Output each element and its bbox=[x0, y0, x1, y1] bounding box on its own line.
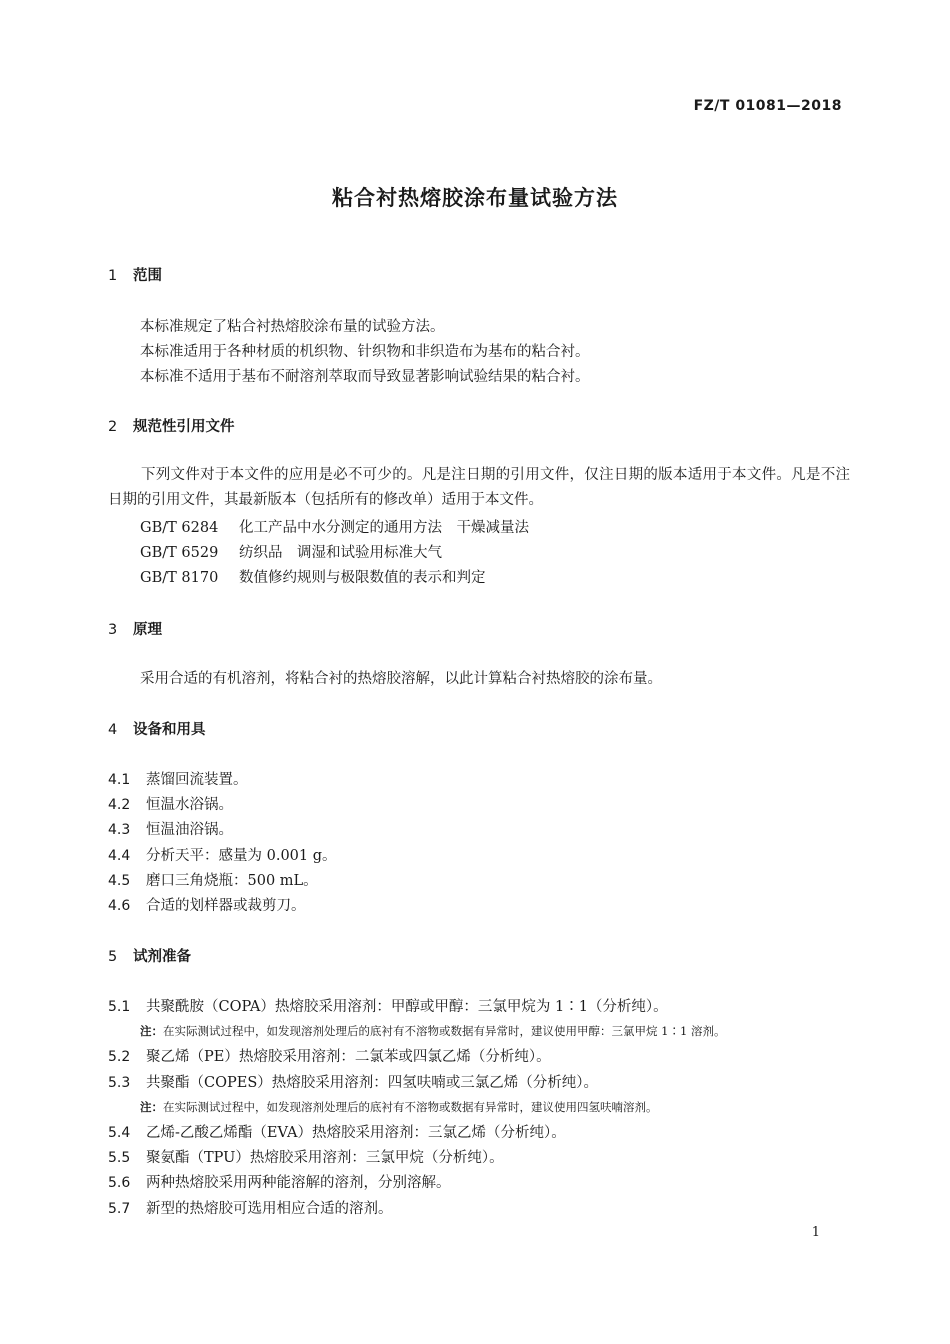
list-item bbox=[108, 869, 318, 890]
paragraph-intro: 下列文件对于本文件的应用是必不可少的。凡是注日期的引用文件，仅注日期的版本适用于本文件。凡是不注日期的引用文件，其最新版本（包括所有的修改单）适用于本文件。 bbox=[108, 467, 850, 508]
item-number: 5.1 bbox=[108, 999, 131, 1015]
list-item bbox=[108, 1045, 551, 1066]
item-text: 共聚酯（COPES）热熔胶采用溶剂：四氢呋喃或三氯乙烯（分析纯）。 bbox=[146, 1075, 599, 1091]
item-text: 新型的热熔胶可选用相应合适的溶剂。 bbox=[146, 1201, 393, 1217]
section-3-heading bbox=[108, 618, 162, 639]
section-5-heading bbox=[108, 945, 191, 966]
list-item bbox=[108, 793, 233, 814]
section-title: 规范性引用文件 bbox=[133, 419, 235, 435]
section-title: 设备和用具 bbox=[133, 722, 206, 738]
section-number: 5 bbox=[108, 949, 118, 965]
item-text: 蒸馏回流装置。 bbox=[146, 772, 248, 788]
item-text: 磨口三角烧瓶：500 mL。 bbox=[146, 873, 318, 889]
item-text: 恒温水浴锅。 bbox=[146, 797, 233, 813]
section-number: 1 bbox=[108, 268, 118, 284]
list-item bbox=[108, 1146, 504, 1167]
list-item bbox=[108, 1121, 566, 1142]
list-item bbox=[108, 1171, 451, 1192]
item-number: 4.4 bbox=[108, 848, 131, 864]
document-title: 粘合衬热熔胶涂布量试验方法 bbox=[332, 186, 618, 210]
list-item bbox=[108, 844, 337, 865]
item-text: 乙烯-乙酸乙烯酯（EVA）热熔胶采用溶剂：三氯乙烯（分析纯）。 bbox=[146, 1125, 566, 1141]
section-title: 范围 bbox=[133, 268, 162, 284]
item-number: 5.6 bbox=[108, 1175, 131, 1191]
item-number: 4.2 bbox=[108, 797, 131, 813]
section-4-heading bbox=[108, 718, 206, 739]
item-text: 聚乙烯（PE）热熔胶采用溶剂：二氯苯或四氯乙烯（分析纯）。 bbox=[146, 1049, 551, 1065]
note-label: 注： bbox=[140, 1024, 163, 1038]
list-item bbox=[108, 894, 306, 915]
section-number: 4 bbox=[108, 722, 118, 738]
list-item bbox=[108, 768, 248, 789]
item-number: 4.1 bbox=[108, 772, 131, 788]
item-number: 5.5 bbox=[108, 1150, 131, 1166]
item-number: 5.3 bbox=[108, 1075, 131, 1091]
reference-title: 化工产品中水分测定的通用方法 干燥减量法 bbox=[239, 520, 529, 536]
section-2-heading bbox=[108, 415, 235, 436]
reference-title: 数值修约规则与极限数值的表示和判定 bbox=[239, 570, 486, 586]
item-number: 4.6 bbox=[108, 898, 131, 914]
document-code: FZ/T 01081—2018 bbox=[693, 98, 842, 114]
reference-code: GB/T 6529 bbox=[140, 545, 219, 561]
section-number: 3 bbox=[108, 622, 118, 638]
page-number: 1 bbox=[811, 1225, 820, 1240]
item-number: 4.5 bbox=[108, 873, 131, 889]
list-item bbox=[108, 995, 668, 1016]
item-text: 分析天平：感量为 0.001 g。 bbox=[146, 848, 337, 864]
section-number: 2 bbox=[108, 419, 118, 435]
reference-item bbox=[140, 566, 486, 587]
paragraph: 本标准规定了粘合衬热熔胶涂布量的试验方法。 bbox=[140, 319, 445, 335]
list-item bbox=[108, 818, 233, 839]
reference-code: GB/T 8170 bbox=[140, 570, 219, 586]
reference-item bbox=[140, 516, 529, 537]
paragraph: 本标准不适用于基布不耐溶剂萃取而导致显著影响试验结果的粘合衬。 bbox=[140, 369, 590, 385]
note bbox=[140, 1023, 725, 1039]
note bbox=[140, 1099, 658, 1115]
paragraph: 采用合适的有机溶剂，将粘合衬的热熔胶溶解，以此计算粘合衬热熔胶的涂布量。 bbox=[140, 671, 662, 687]
section-title: 试剂准备 bbox=[133, 949, 191, 965]
section-1-heading bbox=[108, 264, 162, 285]
item-text: 恒温油浴锅。 bbox=[146, 822, 233, 838]
item-text: 聚氨酯（TPU）热熔胶采用溶剂：三氯甲烷（分析纯）。 bbox=[146, 1150, 504, 1166]
item-text: 共聚酰胺（COPA）热熔胶采用溶剂：甲醇或甲醇：三氯甲烷为 1∶1（分析纯）。 bbox=[146, 999, 668, 1015]
note-label: 注： bbox=[140, 1100, 163, 1114]
list-item bbox=[108, 1197, 393, 1218]
reference-item bbox=[140, 541, 442, 562]
item-number: 5.4 bbox=[108, 1125, 131, 1141]
note-text: 在实际测试过程中，如发现溶剂处理后的底衬有不溶物或数据有异常时，建议使用四氢呋喃溶剂。 bbox=[163, 1100, 658, 1114]
section-title: 原理 bbox=[133, 622, 162, 638]
reference-title: 纺织品 调湿和试验用标准大气 bbox=[239, 545, 442, 561]
reference-code: GB/T 6284 bbox=[140, 520, 219, 536]
paragraph: 本标准适用于各种材质的机织物、针织物和非织造布为基布的粘合衬。 bbox=[140, 344, 590, 360]
item-number: 4.3 bbox=[108, 822, 131, 838]
item-number: 5.2 bbox=[108, 1049, 131, 1065]
item-text: 合适的划样器或裁剪刀。 bbox=[146, 898, 306, 914]
list-item bbox=[108, 1071, 598, 1092]
item-text: 两种热熔胶采用两种能溶解的溶剂，分别溶解。 bbox=[146, 1175, 451, 1191]
item-number: 5.7 bbox=[108, 1201, 131, 1217]
note-text: 在实际测试过程中，如发现溶剂处理后的底衬有不溶物或数据有异常时，建议使用甲醇：三氯甲烷 1∶1 溶剂。 bbox=[163, 1024, 726, 1038]
